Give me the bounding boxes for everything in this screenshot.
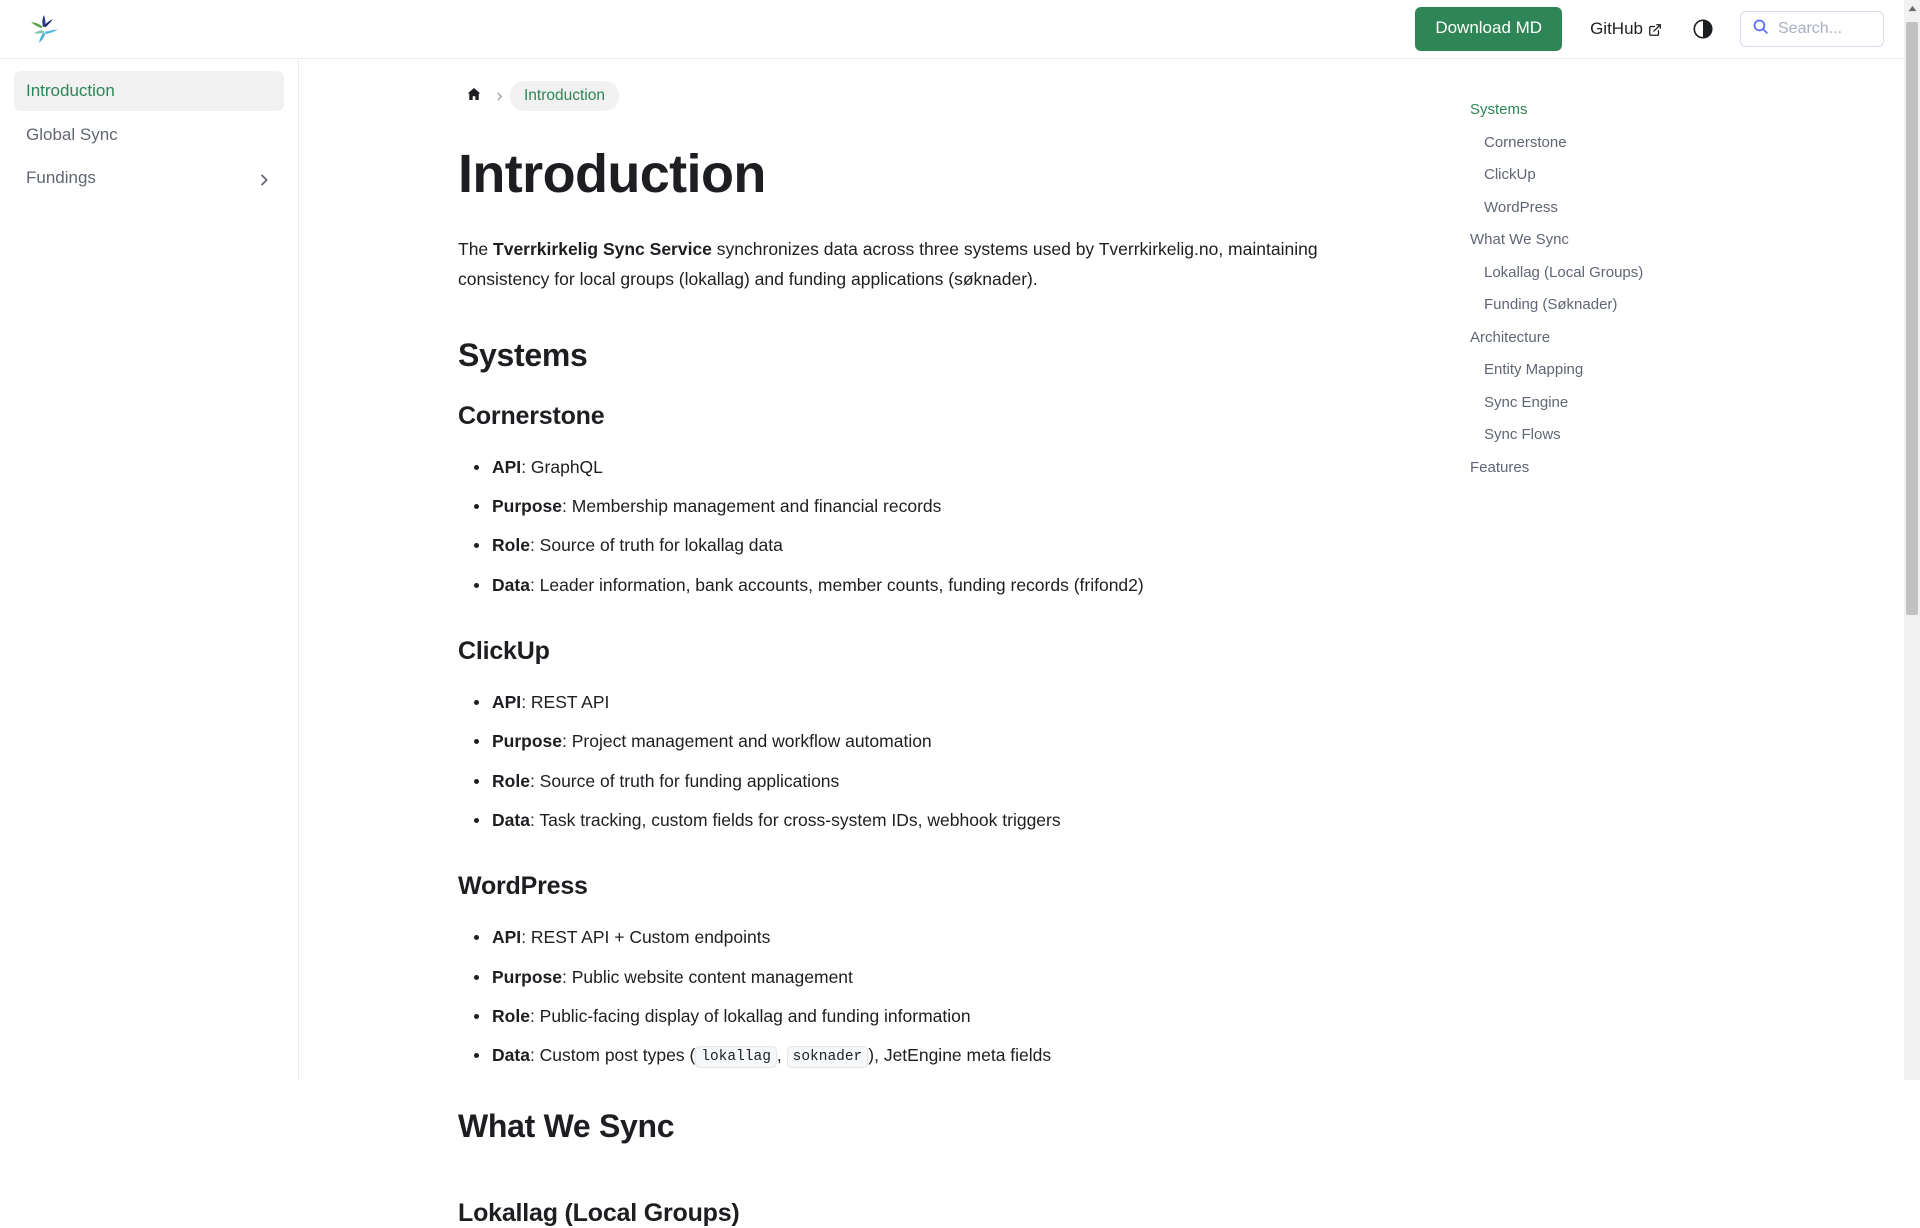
list-item-text: : Project management and workflow automation — [562, 731, 932, 752]
inline-code-soknader: soknader — [787, 1046, 869, 1068]
list-item-label: Role — [492, 535, 530, 556]
section-heading-what-we-sync: What We Sync — [458, 1107, 675, 1144]
star-burst-logo-icon — [24, 9, 64, 49]
intro-text-before: The — [458, 239, 494, 260]
breadcrumb-home-link[interactable] — [460, 82, 488, 110]
list-item-label: Role — [492, 770, 530, 791]
toc-link-clickup[interactable]: ClickUp — [1484, 166, 1536, 183]
sidebar-item-label: Fundings — [26, 168, 96, 187]
intro-text-strong: Tverrkirkelig Sync Service — [493, 239, 712, 260]
list-item — [458, 767, 1388, 795]
site-logo[interactable] — [22, 7, 66, 51]
sidebar-item-label: Global Sync — [26, 124, 118, 144]
toc-link-sync-flows[interactable]: Sync Flows — [1484, 426, 1561, 443]
breadcrumb — [458, 81, 1388, 111]
list-item-text: : Leader information, bank accounts, member counts, funding records (frifond2) — [529, 574, 1144, 595]
navbar-actions — [1415, 7, 1884, 50]
breadcrumb-separator — [488, 91, 510, 102]
toc-link-wordpress[interactable]: WordPress — [1484, 198, 1558, 216]
table-of-contents — [1448, 59, 1904, 1080]
list-item-text: : Public-facing display of lokallag and funding information — [529, 1006, 971, 1027]
sidebar-item-introduction — [14, 71, 284, 111]
toc-entry — [1462, 354, 1884, 387]
list-item-text: : Source of truth for lokallag data — [529, 535, 783, 556]
list-item-text: : Public website content management — [562, 966, 853, 987]
list-item-text: : GraphQL — [521, 456, 603, 477]
subsection-heading-clickup: ClickUp — [458, 636, 550, 665]
chevron-up-icon — [1908, 5, 1917, 12]
clickup-list — [458, 688, 1388, 834]
breadcrumb-current-item: Introduction — [510, 81, 619, 111]
toc-entry — [1462, 419, 1884, 452]
toc-link-architecture[interactable]: Architecture — [1470, 328, 1551, 346]
list-item — [458, 1002, 1388, 1030]
subsection-heading-lokallag: Lokallag (Local Groups) — [458, 1198, 740, 1227]
toc-entry — [1462, 257, 1884, 290]
list-item-text: : Membership management and financial records — [562, 495, 942, 516]
github-link-label: GitHub — [1590, 18, 1643, 38]
list-item-text: ), JetEngine meta fields — [868, 1045, 1052, 1066]
list-item-text: : REST API + Custom endpoints — [521, 927, 771, 948]
list-item-text: : Task tracking, custom fields for cross-system IDs, webhook triggers — [529, 809, 1061, 830]
sidebar-menu — [14, 71, 284, 198]
toc-entry — [1462, 159, 1884, 192]
search-input[interactable] — [1740, 11, 1884, 47]
list-item — [458, 923, 1388, 951]
list-item-label: Data — [492, 1045, 530, 1066]
spacer — [458, 1173, 1388, 1199]
sidebar-link-introduction[interactable] — [14, 71, 284, 111]
theme-toggle-button[interactable] — [1688, 14, 1718, 44]
list-item — [458, 1041, 1388, 1069]
toc-entry — [1462, 192, 1884, 225]
list-item-label: Data — [492, 809, 530, 830]
sidebar-link-fundings[interactable] — [14, 158, 284, 198]
toc-entry — [1462, 127, 1884, 160]
search-placeholder-text: Search... — [1778, 19, 1843, 37]
section-heading-systems: Systems — [458, 336, 588, 373]
list-item-text: : Source of truth for funding applications — [529, 770, 840, 791]
download-md-button[interactable]: Download MD — [1415, 7, 1562, 50]
search-icon — [1752, 18, 1769, 40]
list-item — [458, 688, 1388, 716]
toc-link-what-we-sync[interactable]: What We Sync — [1470, 231, 1569, 248]
sidebar-item-global-sync — [14, 115, 284, 155]
toc-entry — [1462, 224, 1884, 257]
cornerstone-list — [458, 453, 1388, 599]
toc-link-systems[interactable]: Systems — [1470, 101, 1528, 118]
subsection-heading-cornerstone: Cornerstone — [458, 401, 605, 430]
list-item — [458, 963, 1388, 991]
toc-entry — [1462, 94, 1884, 127]
sidebar-item-fundings — [14, 158, 284, 198]
navbar — [0, 0, 1904, 59]
list-item — [458, 453, 1388, 481]
toc-link-funding[interactable]: Funding (Søknader) — [1484, 296, 1618, 313]
toc-link-entity-mapping[interactable]: Entity Mapping — [1484, 361, 1584, 378]
intro-text-after: synchronizes data across three systems used by Tverrkirkelig.no, maintaining consistency for local groups (lokallag) and funding applications (søknader). — [458, 239, 1318, 290]
toc-entry — [1462, 322, 1884, 355]
toc-link-sync-engine[interactable]: Sync Engine — [1484, 393, 1569, 411]
list-item-text: , — [776, 1045, 787, 1066]
subsection-heading-wordpress: WordPress — [458, 872, 588, 901]
list-item-label: Purpose — [492, 731, 563, 752]
list-item-label: API — [492, 456, 522, 477]
list-item — [458, 492, 1388, 520]
toc-entry — [1462, 452, 1884, 485]
list-item — [458, 571, 1388, 599]
page-scrollbar[interactable] — [1904, 0, 1920, 1080]
toc-link-lokallag[interactable]: Lokallag (Local Groups) — [1484, 263, 1644, 281]
page-title: Introduction — [458, 144, 766, 204]
list-item-label: API — [492, 927, 522, 948]
inline-code-lokallag: lokallag — [695, 1046, 777, 1068]
dark-light-mode-icon — [1692, 18, 1714, 40]
chevron-right-icon — [256, 170, 272, 186]
list-item — [458, 806, 1388, 834]
sidebar-item-label: Introduction — [26, 81, 115, 100]
scrollbar-thumb[interactable] — [1906, 22, 1918, 615]
list-item-label: Data — [492, 574, 530, 595]
list-item — [458, 531, 1388, 559]
external-link-icon — [1648, 22, 1662, 36]
toc-link-features[interactable]: Features — [1470, 458, 1530, 476]
toc-list — [1462, 94, 1884, 484]
sidebar-link-global-sync[interactable] — [14, 115, 284, 155]
list-item-label: API — [492, 691, 522, 712]
scrollbar-up-arrow[interactable] — [1904, 0, 1920, 17]
github-link[interactable] — [1590, 19, 1662, 39]
home-icon — [466, 86, 482, 107]
list-item-label: Role — [492, 1006, 530, 1027]
list-item — [458, 727, 1388, 755]
toc-entry — [1462, 387, 1884, 420]
toc-entry — [1462, 289, 1884, 322]
toc-link-cornerstone[interactable]: Cornerstone — [1484, 133, 1567, 151]
list-item-text: : Custom post types ( — [529, 1045, 696, 1066]
main-content — [300, 59, 1448, 1227]
intro-paragraph — [458, 234, 1363, 294]
list-item-text: : REST API — [521, 691, 610, 712]
sidebar — [0, 59, 299, 1080]
wordpress-list — [458, 923, 1388, 1070]
list-item-label: Purpose — [492, 495, 563, 516]
list-item-label: Purpose — [492, 966, 563, 987]
